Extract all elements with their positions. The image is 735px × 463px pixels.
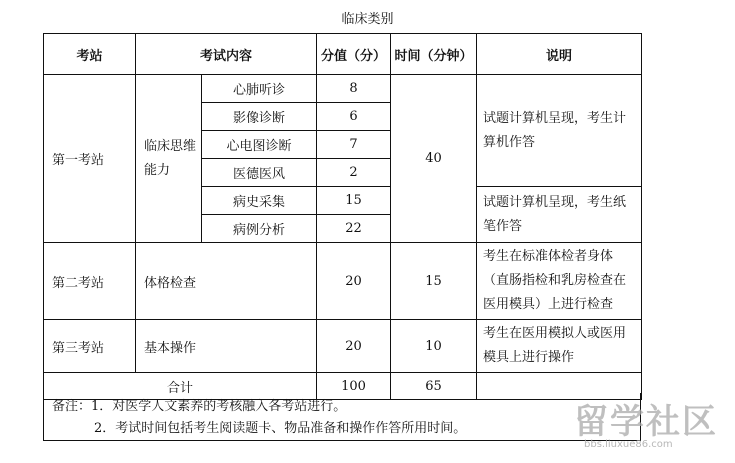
header-content: 考试内容 [136, 34, 317, 75]
table-row [44, 75, 642, 103]
total-time: 65 [391, 373, 477, 400]
watermark-text: 留学社区 [574, 402, 718, 442]
exam-table [43, 33, 642, 400]
note-line-2: 2．考试时间包括考生阅读题卡、物品准备和操作作答所用时间。 [94, 421, 467, 436]
station2-time: 15 [391, 243, 477, 320]
item-score: 15 [317, 187, 391, 215]
header-time: 时间（分钟） [391, 34, 477, 75]
station2-label: 第二考站 [44, 243, 136, 320]
table-row [44, 243, 642, 320]
watermark-logo [574, 394, 724, 454]
table-title: 临床类别 [341, 12, 394, 27]
total-score: 100 [317, 373, 391, 400]
station1-category: 临床思维能力 [136, 75, 202, 243]
station1-note-b: 试题计算机呈现，考生纸笔作答 [477, 187, 642, 243]
station3-time: 10 [391, 320, 477, 373]
item-score: 2 [317, 159, 391, 187]
station2-content: 体格检查 [136, 243, 317, 320]
station2-score: 20 [317, 243, 391, 320]
station1-time: 40 [391, 75, 477, 243]
header-row [44, 34, 642, 75]
station3-content: 基本操作 [136, 320, 317, 373]
station2-note: 考生在标准体检者身体（直肠指检和乳房检查在医用模具）上进行检查 [477, 243, 642, 320]
header-note: 说明 [477, 34, 642, 75]
item-name: 影像诊断 [202, 103, 317, 131]
item-name: 医德医风 [202, 159, 317, 187]
watermark-url: bbs.liuxue86.com [584, 439, 673, 450]
header-station: 考站 [44, 34, 136, 75]
item-score: 22 [317, 215, 391, 243]
item-score: 8 [317, 75, 391, 103]
notes-box [43, 393, 641, 441]
table-row [44, 320, 642, 373]
header-score: 分值（分） [317, 34, 391, 75]
item-name: 心电图诊断 [202, 131, 317, 159]
item-name: 病例分析 [202, 215, 317, 243]
station3-label: 第三考站 [44, 320, 136, 373]
station3-note: 考生在医用模拟人或医用模具上进行操作 [477, 320, 642, 373]
station3-score: 20 [317, 320, 391, 373]
station1-label: 第一考站 [44, 75, 136, 243]
item-name: 心肺听诊 [202, 75, 317, 103]
item-score: 7 [317, 131, 391, 159]
item-score: 6 [317, 103, 391, 131]
note-line-1: 备注：1．对医学人文素养的考核融入各考站进行。 [52, 399, 347, 414]
station1-note-a: 试题计算机呈现，考生计算机作答 [477, 75, 642, 187]
total-label: 合计 [44, 373, 317, 400]
item-name: 病史采集 [202, 187, 317, 215]
